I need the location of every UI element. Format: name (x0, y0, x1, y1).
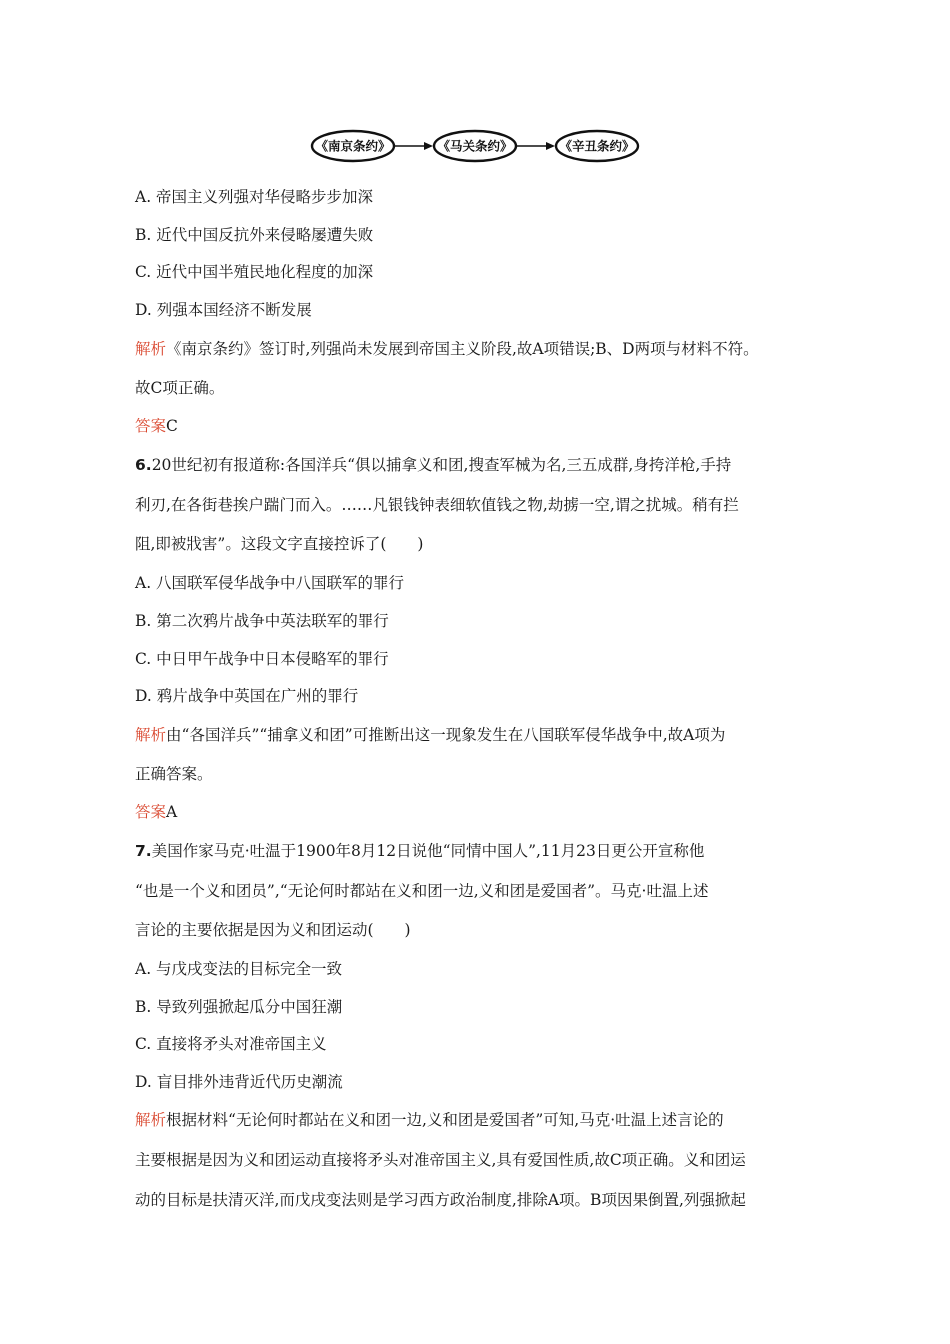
q7-option-c: C. 直接将矛头对准帝国主义 (135, 1035, 327, 1053)
q6-analysis-cont: 正确答案。 (135, 765, 213, 783)
arrow-2 (517, 142, 555, 150)
q6-option-c: C. 中日甲午战争中日本侵略军的罪行 (135, 650, 389, 668)
q6-option-d: D. 鸦片战争中英国在广州的罪行 (135, 687, 359, 705)
treaty-node-nanjing (312, 131, 394, 161)
q7-option-d: D. 盲目排外违背近代历史潮流 (135, 1073, 343, 1091)
treaty-node-label: 《辛丑条约》 (559, 138, 635, 154)
q7-analysis (135, 1110, 830, 1130)
q6-option-a: A. 八国联军侵华战争中八国联军的罪行 (135, 574, 405, 592)
q7-stem-line3: 言论的主要依据是因为义和团运动( ) (135, 921, 411, 939)
analysis-label: 解析 (135, 726, 167, 744)
q7-analysis-line2: 主要根据是因为义和团运动直接将矛头对准帝国主义,具有爱国性质,故C项正确。义和团运 (135, 1151, 746, 1169)
q5-analysis-cont: 故C项正确。 (135, 379, 225, 397)
q7-analysis-line3: 动的目标是扶清灭洋,而戊戌变法则是学习西方政治制度,排除A项。B项因果倒置,列强掀起 (135, 1191, 746, 1209)
answer-value: C (166, 417, 178, 435)
q6-stem-text: 20世纪初有报道称:各国洋兵“俱以捕拿义和团,搜查军械为名,三五成群,身挎洋枪,手持 (151, 456, 732, 474)
question-number: 6. (135, 456, 152, 474)
q5-option-b: B. 近代中国反抗外来侵略屡遭失败 (135, 226, 374, 244)
q6-stem (135, 455, 830, 475)
q7-option-a: A. 与戊戌变法的目标完全一致 (135, 960, 343, 978)
analysis-text: 根据材料“无论何时都站在义和团一边,义和团是爱国者”可知,马克·吐温上述言论的 (166, 1111, 724, 1129)
answer-label: 答案 (135, 803, 167, 821)
q7-option-b: B. 导致列强掀起瓜分中国狂潮 (135, 998, 343, 1016)
analysis-text: 《南京条约》签订时,列强尚未发展到帝国主义阶段,故A项错误;B、D两项与材料不符。 (166, 340, 759, 358)
q5-option-a: A. 帝国主义列强对华侵略步步加深 (135, 188, 374, 206)
q7-stem-text: 美国作家马克·吐温于1900年8月12日说他“同情中国人”,11月23日更公开宣称他 (151, 842, 705, 860)
analysis-label: 解析 (135, 1111, 167, 1129)
q7-stem-line2: “也是一个义和团员”,“无论何时都站在义和团一边,义和团是爱国者”。马克·吐温上述 (135, 882, 709, 900)
q7-stem (135, 841, 830, 861)
treaty-node-xinchou (556, 131, 638, 161)
q5-option-d: D. 列强本国经济不断发展 (135, 301, 312, 319)
answer-label: 答案 (135, 417, 167, 435)
q5-analysis (135, 339, 830, 359)
analysis-text: 由“各国洋兵”“捕拿义和团”可推断出这一现象发生在八国联军侵华战争中,故A项为 (166, 726, 726, 744)
treaty-node-label: 《南京条约》 (315, 138, 391, 154)
q6-option-b: B. 第二次鸦片战争中英法联军的罪行 (135, 612, 389, 630)
answer-value: A (166, 803, 178, 821)
q6-answer (135, 802, 830, 822)
q5-answer (135, 416, 830, 436)
q6-stem-line3: 阻,即被戕害”。这段文字直接控诉了( ) (135, 535, 424, 553)
arrow-1 (395, 142, 433, 150)
treaty-sequence-diagram (310, 126, 640, 166)
q5-option-c: C. 近代中国半殖民地化程度的加深 (135, 263, 374, 281)
treaty-node-maguan (434, 131, 516, 161)
analysis-label: 解析 (135, 340, 167, 358)
q6-analysis (135, 725, 830, 745)
treaty-node-label: 《马关条约》 (437, 138, 513, 154)
question-number: 7. (135, 842, 152, 860)
q6-stem-line2: 利刃,在各街巷挨户踹门而入。……凡银钱钟表细软值钱之物,劫掳一空,谓之扰城。稍有拦 (135, 496, 739, 514)
